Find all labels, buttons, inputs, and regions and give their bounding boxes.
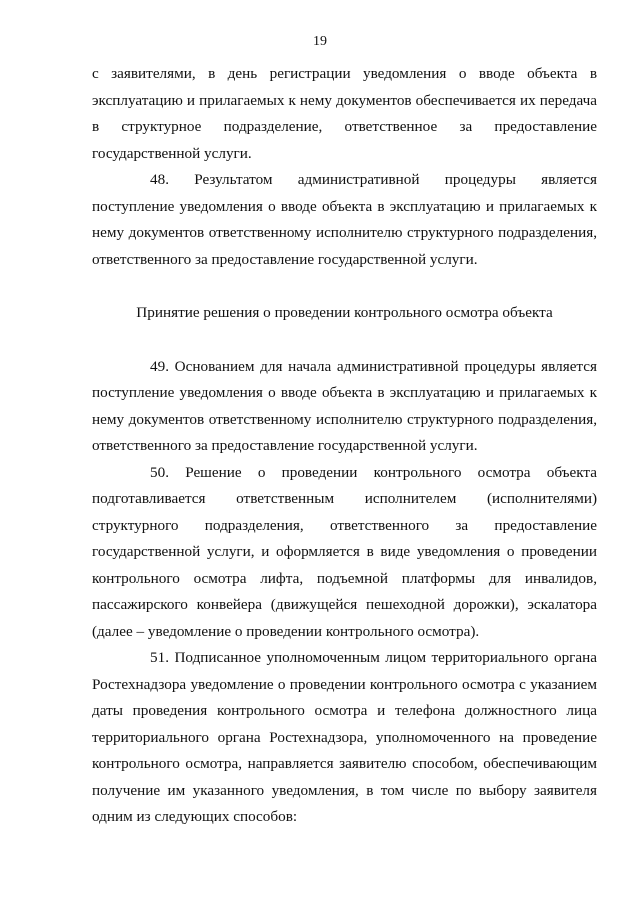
paragraph-48: 48. Результатом административной процедуры является поступление уведомления о вводе объекта в эксплуатацию и прилагаемых к нему документов ответственному исполнителю структурного подразделения, ответственного за предоставление государственной услуги. xyxy=(92,171,597,268)
document-body xyxy=(92,61,597,831)
paragraph-49: 49. Основанием для начала административной процедуры является поступление уведомления о вводе объекта в эксплуатацию и прилагаемых к нему документов ответственному исполнителю структурного подразделения, ответственного за предоставление государственной услуги. xyxy=(92,357,597,454)
paragraph-50: 50. Решение о проведении контрольного осмотра объекта подготавливается ответственным исполнителем (исполнителями) структурного подразделения, ответственного за предоставление государственной услуги, и оформляется в виде уведомления о проведении контрольного осмотра лифта, подъемной платформы для инвалидов, пассажирского конвейера (движущейся пешеходной дорожки), эскалатора (далее – уведомление о проведении контрольного осмотра). xyxy=(92,463,597,640)
page-number: 19 xyxy=(313,34,327,49)
section-heading: Принятие решения о проведении контрольного осмотра объекта xyxy=(136,304,553,321)
paragraph-continuation: с заявителями, в день регистрации уведомления о вводе объекта в эксплуатацию и прилагаемых к нему документов обеспечивается их передача в структурное подразделение, ответственное за предоставление государственной услуги. xyxy=(92,65,597,162)
paragraph-51: 51. Подписанное уполномоченным лицом территориального органа Ростехнадзора уведомление о проведении контрольного осмотра с указанием даты проведения контрольного осмотра и телефона должностного лица территориального органа Ростехнадзора, уполномоченного на проведение контрольного осмотра, направляется заявителю способом, обеспечивающим получение им указанного уведомления, в том числе по выбору заявителя одним из следующих способов: xyxy=(92,649,597,825)
